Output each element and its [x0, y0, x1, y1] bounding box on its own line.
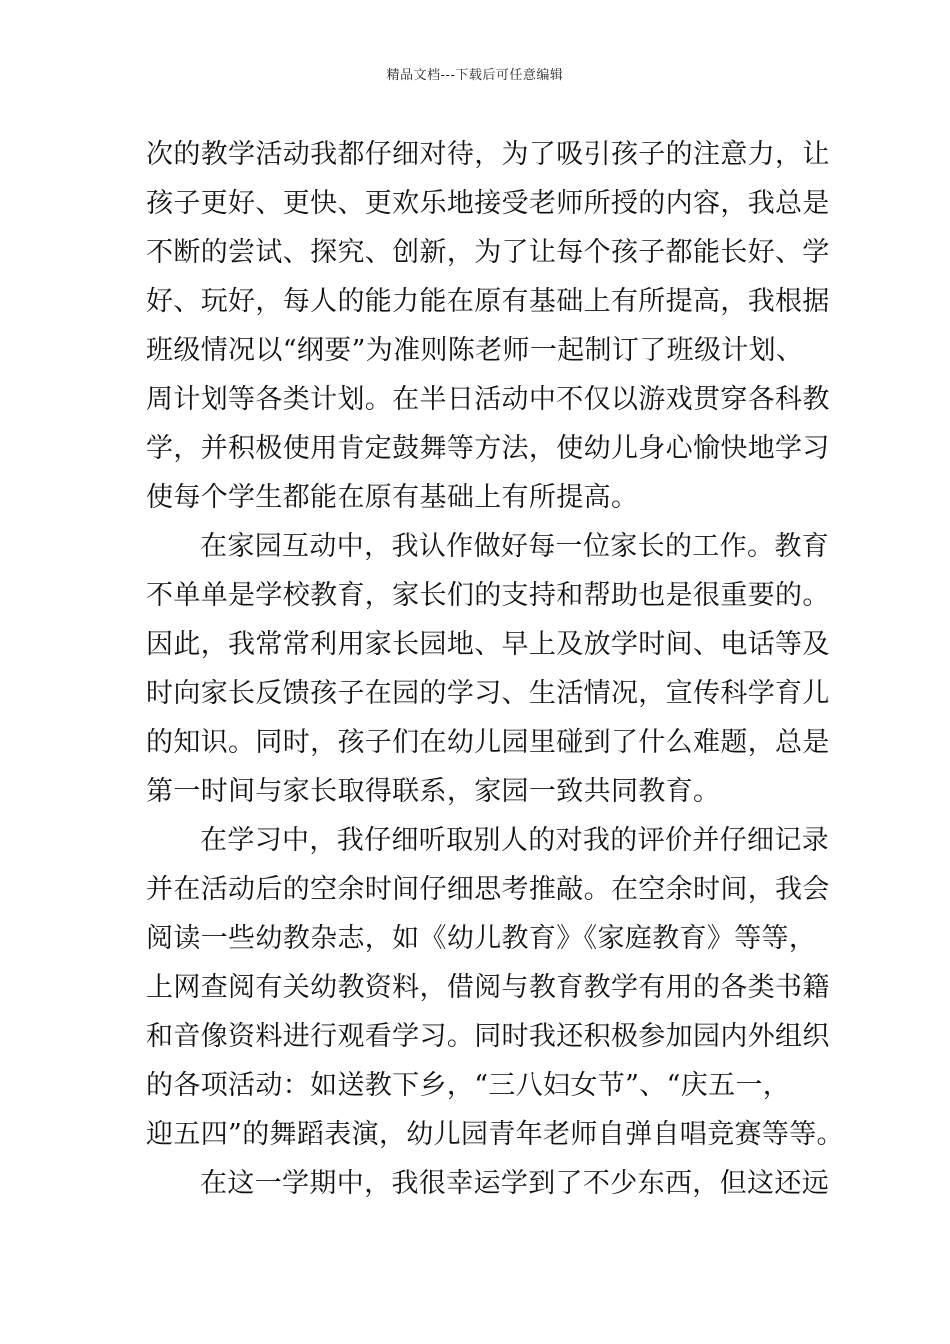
text-line: 和音像资料进行观看学习。同时我还积极参加园内外组织	[146, 1021, 830, 1052]
text-line: 不单单是学校教育，家长们的支持和帮助也是很重要的。	[146, 580, 830, 611]
text-line: 的知识。同时，孩子们在幼儿园里碰到了什么难题，总是	[146, 727, 830, 758]
text-line: 第一时间与家长取得联系，家园一致共同教育。	[146, 776, 721, 807]
paragraph-first-line: 在家园互动中，我认作做好每一位家长的工作。教育	[200, 531, 830, 562]
text-line: 周计划等各类计划。在半日活动中不仅以游戏贯穿各科教	[146, 384, 830, 415]
text-line: 阅读一些幼教杂志，如《幼儿教育》《家庭教育》等等，	[146, 923, 817, 954]
text-line: 使每个学生都能在原有基础上有所提高。	[146, 482, 639, 513]
text-line: 学，并积极使用肯定鼓舞等方法，使幼儿身心愉快地学习	[146, 433, 830, 464]
page-header: 精品文档---下载后可任意编辑	[386, 68, 564, 83]
text-line: 的各项活动：如送教下乡，“三八妇女节”、“庆五一，	[146, 1070, 791, 1101]
text-line: 并在活动后的空余时间仔细思考推敲。在空余时间，我会	[146, 874, 830, 905]
paragraph-first-line: 在这一学期中，我很幸运学到了不少东西，但这还远	[200, 1168, 830, 1199]
text-line: 迎五四”的舞蹈表演，幼儿园青年老师自弹自唱竞赛等等。	[146, 1119, 844, 1150]
document-body	[146, 130, 844, 1208]
text-line: 上网查阅有关幼教资料，借阅与教育教学有用的各类书籍	[146, 972, 830, 1003]
text-line: 时向家长反馈孩子在园的学习、生活情况，宣传科学育儿	[146, 678, 830, 709]
text-line: 因此，我常常利用家长园地、早上及放学时间、电话等及	[146, 629, 830, 660]
text-line: 班级情况以“纲要”为准则陈老师一起制订了班级计划、	[146, 335, 804, 366]
text-line: 孩子更好、更快、更欢乐地接受老师所授的内容，我总是	[146, 188, 830, 219]
paragraph-first-line: 在学习中，我仔细听取别人的对我的评价并仔细记录	[200, 825, 830, 856]
text-line: 好、玩好，每人的能力能在原有基础上有所提高，我根据	[146, 286, 830, 317]
text-line: 次的教学活动我都仔细对待，为了吸引孩子的注意力，让	[146, 139, 830, 170]
text-line: 不断的尝试、探究、创新，为了让每个孩子都能长好、学	[146, 237, 830, 268]
